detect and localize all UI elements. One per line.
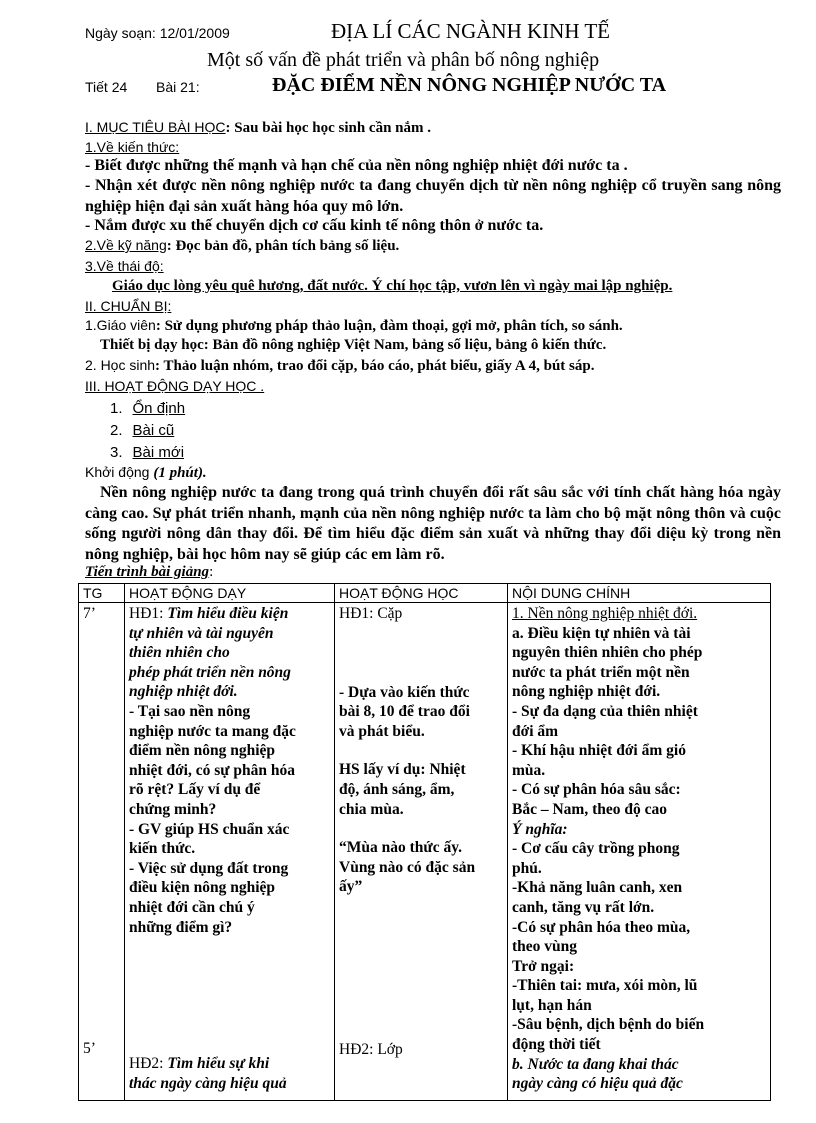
lesson-title: ĐẶC ĐIỂM NỀN NÔNG NGHIỆP NƯỚC TA xyxy=(272,74,667,96)
time-cell xyxy=(79,603,125,1101)
knowledge-item: - Nhận xét được nền nông nghiệp nước ta đang chuyển dịch từ nền nông nghiệp cổ truyền sang nông nghiệp hiện đại sản xuất hàng hóa quy mô lớn. xyxy=(85,177,781,215)
time-value: 7’ xyxy=(83,605,96,622)
objectives-heading: I. MỤC TIÊU BÀI HỌC: Sau bài học học sinh cần nắm . xyxy=(85,119,432,136)
time-value: 5’ xyxy=(83,1040,96,1057)
section-title: ĐỊA LÍ CÁC NGÀNH KINH TẾ xyxy=(331,19,611,43)
hd2-group: HĐ2: Lớp xyxy=(339,1041,403,1058)
knowledge-heading: 1.Về kiến thức: xyxy=(85,139,180,155)
attitude-text: Giáo dục lòng yêu quê hương, đất nước. Ý chí học tập, vươn lên vì ngày mai lập nghiệp. xyxy=(112,278,673,294)
student-line: 2. Học sinh: Thảo luận nhóm, trao đổi cặp, báo cáo, phát biểu, giấy A 4, bút sáp. xyxy=(85,357,595,374)
subtitle: Một số vấn đề phát triển và phân bố nông nghiệp xyxy=(207,49,600,71)
equipment-line: Thiết bị dạy học: Bản đồ nông nghiệp Việt Nam, bảng số liệu, bảng ô kiến thức. xyxy=(100,337,607,353)
teaching-cell: HĐ1: Tìm hiểu điều kiện tự nhiên và tài nguyên thiên nhiên cho phép phát triển nền nông nghiệp nhiệt đới. - Tại sao nền nông nghiệp nước ta mang đặc điểm nền nông nghiệp nhiệt đới, có sự phân hóa rõ rệt? Lấy ví dụ để chứng minh? - GV giúp HS chuẩn xác kiến thức. - Việc sử dụng đất trong điều kiện nông nghiệp nhiệt đới cần chú ý những điểm gì? HĐ2: Tìm hiểu sự khi thác ngày càng hiệu quả xyxy=(125,603,335,1101)
lesson-period: Tiết 24 xyxy=(85,79,128,95)
intro-paragraph: Nền nông nghiệp nước ta đang trong quá trình chuyển đổi rất sâu sắc với tính chất hàng hóa ngày càng cao. Sự phát triển nhanh, mạnh của nền nông nghiệp nước ta làm cho bộ mặt nông thôn và cuộc sống người nông dân thay đổi. Để tìm hiểu đặc điểm sản xuất và những thay đổi diệu kỳ trong nền nông nghiệp, bài học hôm nay sẽ giúp các em làm rõ. xyxy=(85,484,781,563)
step-item: 2. Bài cũ xyxy=(110,422,175,439)
lesson-number: Bài 21: xyxy=(156,79,200,95)
header-time: TG xyxy=(79,584,125,603)
table-header-row xyxy=(79,584,771,603)
attitude-heading: 3.Về thái độ: xyxy=(85,258,164,274)
skills-line: 2.Về kỹ năng: Đọc bản đồ, phân tích bảng số liệu. xyxy=(85,237,400,254)
preparation-heading: II. CHUẨN BỊ: xyxy=(85,298,172,314)
activities-heading: III. HOẠT ĐỘNG DẠY HỌC . xyxy=(85,378,265,394)
knowledge-item: - Biết được những thế mạnh và hạn chế của nền nông nghiệp nhiệt đới nước ta . xyxy=(85,157,628,174)
teacher-line: 1.Giáo viên: Sử dụng phương pháp thảo luận, đàm thoại, gợi mở, phân tích, so sánh. xyxy=(85,317,623,334)
hd1-label: HĐ1: xyxy=(129,605,168,622)
date-label: Ngày soạn: 12/01/2009 xyxy=(85,25,230,41)
table-row xyxy=(79,603,771,1101)
header-content: NỘI DUNG CHÍNH xyxy=(508,584,771,603)
progress-label: Tiến trình bài giảng: xyxy=(85,564,214,580)
learning-cell: HĐ1: Cặp - Dựa vào kiến thức bài 8, 10 để trao đổi và phát biểu. HS lấy ví dụ: Nhiệt độ, ánh sáng, ẩm, chia mùa. “Mùa nào thức ấy. Vùng nào có đặc sản ấy” HĐ2: Lớp xyxy=(335,603,508,1101)
hd1-group: HĐ1: Cặp xyxy=(339,605,403,622)
content-cell: 1. Nền nông nghiệp nhiệt đới. a. Điều kiện tự nhiên và tài nguyên thiên nhiên cho phép nước ta phát triển một nền nông nghiệp nhiệt đới. - Sự đa dạng của thiên nhiệt đới ẩm - Khí hậu nhiệt đới ẩm gió mùa. - Có sự phân hóa sâu sắc: Bắc – Nam, theo độ cao Ý nghĩa: - Cơ cấu cây trồng phong phú. -Khả năng luân canh, xen canh, tăng vụ rất lớn. -Có sự phân hóa theo mùa, theo vùng Trở ngại: -Thiên tai: mưa, xói mòn, lũ lụt, hạn hán -Sâu bệnh, dịch bệnh do biến động thời tiết b. Nước ta đang khai thác ngày càng có hiệu quả đặc xyxy=(508,603,771,1101)
warmup-line: Khởi động (1 phút). xyxy=(85,464,207,481)
hd2-label: HĐ2: xyxy=(129,1055,168,1073)
step-item: 3. Bài mới xyxy=(110,444,185,461)
header-learning: HOẠT ĐỘNG HỌC xyxy=(335,584,508,603)
header-teaching: HOẠT ĐỘNG DẠY xyxy=(125,584,335,603)
step-item: 1. Ổn định xyxy=(110,400,186,417)
lesson-table xyxy=(78,583,771,1101)
knowledge-item: - Nắm được xu thế chuyển dịch cơ cấu kinh tế nông thôn ở nước ta. xyxy=(85,217,544,234)
